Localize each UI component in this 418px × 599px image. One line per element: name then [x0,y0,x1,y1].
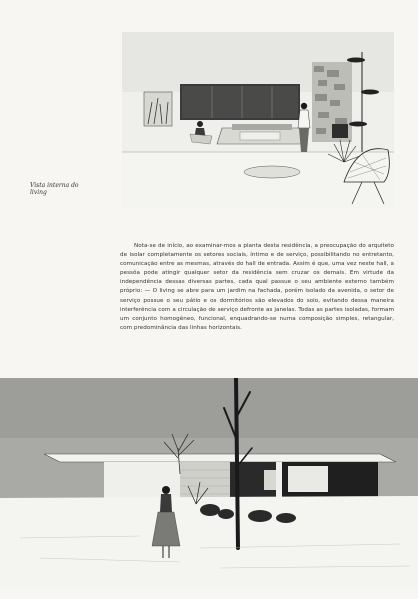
caption-line-2: living [30,189,47,196]
house-exterior-illustration [0,378,418,588]
article-body [120,242,394,333]
living-room-illustration [122,32,394,208]
body-paragraph: Nota-se de início, ao examinar-mos a planta desta residência, a preocupação do arquiteto de isolar completamente os setores sociais, íntimo e de serviço, possibilitando no entretanto, comunicação entre as mesmas, através do hall de entrada. Assim é que, uma vez neste hall, a pessôa pode atingir qualquer setor da residência sem cruzar os demais. Em virtude da independência dessas diversas partes, cada qual passue o seu ambiente externo também próprio: — O living se abre para um jardim na fachada, porém isolado da avenida, o setor de serviço possue o seu pátio e os dormitórios são elevados do solo, evitando dessa maneira interferência com a circulação de serviço defronte as janelas. Todas as partes isoladas, formam um conjunto homogêneo, funcional, enquadrando-se numa composição simples, retangular, com predominância das linhas horizontais. [120,243,394,331]
caption-line-1: Vista interna do [30,182,79,189]
illustration-caption [30,182,110,196]
